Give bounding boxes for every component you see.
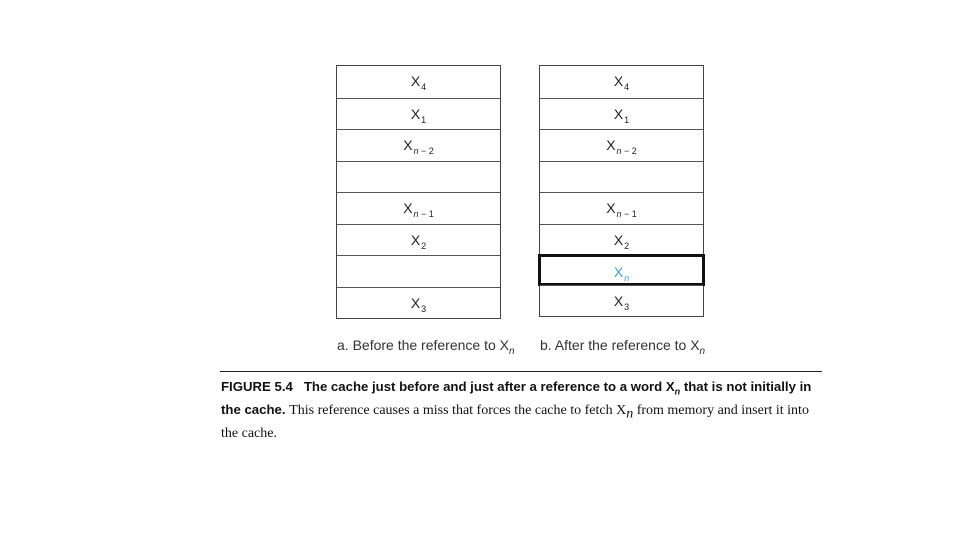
block-subscript-text: 4 bbox=[624, 82, 630, 92]
block-label: X bbox=[613, 292, 624, 309]
block-subscript bbox=[617, 209, 637, 219]
block-label: X bbox=[613, 264, 624, 280]
cache-block bbox=[337, 98, 500, 130]
panel-b-caption-text: b. After the reference to X bbox=[540, 337, 700, 353]
block-subscript-text: 3 bbox=[421, 303, 427, 314]
panel-b-caption bbox=[540, 337, 705, 357]
cache-block-new bbox=[538, 254, 705, 286]
block-subscript-text: 2 bbox=[421, 240, 427, 251]
block-label: X bbox=[613, 105, 624, 122]
cache-block bbox=[540, 192, 703, 224]
block-label: X bbox=[410, 105, 421, 122]
block-subscript-text: − 2 bbox=[418, 146, 434, 156]
cache-block bbox=[337, 161, 500, 193]
figure-caption bbox=[221, 378, 826, 444]
block-label: X bbox=[606, 137, 616, 153]
block-subscript-text: − 1 bbox=[621, 209, 637, 219]
block-subscript bbox=[624, 302, 629, 312]
block-subscript bbox=[624, 82, 629, 92]
panel-a-caption-text: a. Before the reference to X bbox=[337, 337, 509, 353]
block-label: X bbox=[613, 73, 624, 89]
block-label: X bbox=[403, 200, 413, 216]
block-subscript-italic: n bbox=[624, 273, 630, 283]
block-label: X bbox=[403, 137, 413, 153]
cache-block bbox=[540, 224, 703, 256]
panel-a-caption-sub: n bbox=[509, 345, 515, 357]
cache-block bbox=[540, 161, 703, 193]
block-label: X bbox=[613, 231, 624, 248]
cache-block bbox=[540, 66, 703, 98]
block-label: X bbox=[410, 73, 421, 89]
cache-after-panel bbox=[539, 65, 704, 317]
block-subscript-text: − 2 bbox=[621, 146, 637, 156]
block-subscript bbox=[421, 241, 426, 251]
cache-block bbox=[540, 98, 703, 130]
block-subscript bbox=[624, 241, 629, 251]
cache-block bbox=[337, 66, 500, 98]
block-label: X bbox=[410, 294, 421, 311]
cache-block bbox=[337, 287, 500, 319]
block-subscript-text: 1 bbox=[624, 114, 630, 125]
cache-block bbox=[337, 129, 500, 161]
block-subscript-text: − 1 bbox=[418, 209, 434, 219]
block-subscript-italic: n bbox=[616, 146, 622, 156]
block-subscript bbox=[414, 209, 434, 219]
figure-body-sub: n bbox=[626, 406, 634, 422]
block-subscript bbox=[421, 82, 426, 92]
cache-block bbox=[337, 192, 500, 224]
cache-before-panel bbox=[336, 65, 501, 319]
block-subscript bbox=[421, 304, 426, 314]
cache-block bbox=[540, 129, 703, 161]
block-subscript-text: 1 bbox=[421, 114, 427, 125]
figure-title-part-2: that is not initially in the cache. bbox=[221, 379, 812, 418]
cache-block bbox=[540, 285, 703, 317]
caption-divider bbox=[220, 371, 822, 372]
cache-block bbox=[337, 255, 500, 287]
figure-body-part-2: from memory and insert it into the cache. bbox=[221, 403, 809, 442]
block-subscript bbox=[624, 115, 629, 125]
block-subscript-italic: n bbox=[616, 209, 622, 219]
block-subscript bbox=[421, 115, 426, 125]
panel-a-caption bbox=[337, 337, 515, 357]
block-subscript-text: 2 bbox=[624, 240, 630, 251]
cache-block bbox=[337, 224, 500, 256]
figure-label: FIGURE 5.4 bbox=[221, 379, 293, 394]
figure-title-sub: n bbox=[674, 386, 681, 397]
block-subscript bbox=[624, 273, 629, 283]
block-subscript bbox=[414, 146, 434, 156]
block-subscript-italic: n bbox=[413, 209, 419, 219]
block-label: X bbox=[606, 200, 616, 216]
block-subscript-italic: n bbox=[413, 146, 419, 156]
block-subscript-text: 4 bbox=[421, 82, 427, 92]
block-subscript bbox=[617, 146, 637, 156]
figure-title-part-1: The cache just before and just after a reference to a word X bbox=[303, 379, 675, 394]
figure-body-part-1: This reference causes a miss that forces the cache to fetch X bbox=[289, 403, 627, 419]
block-label: X bbox=[410, 231, 421, 248]
block-subscript-text: 3 bbox=[624, 301, 630, 312]
panel-b-caption-sub: n bbox=[699, 345, 706, 357]
